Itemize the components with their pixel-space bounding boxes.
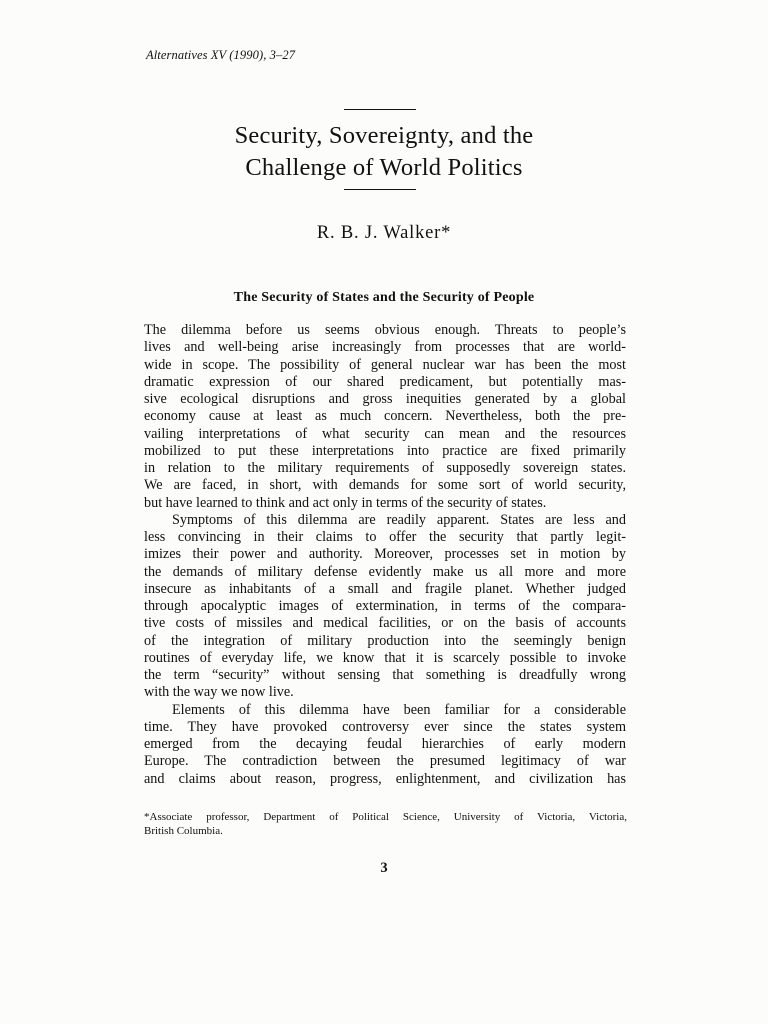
journal-reference: Alternatives XV (1990), 3–27 (146, 48, 296, 62)
body-line: routines of everyday life, we know that it is scarcely possible to invoke (144, 649, 626, 666)
section-heading: The Security of States and the Security of People (233, 290, 535, 305)
body-line: economy cause at least as much concern. Nevertheless, both the pre- (144, 408, 626, 425)
body-line: mobilized to put these interpretations into practice are fixed primarily (144, 442, 626, 459)
body-line: through apocalyptic images of extermination, in terms of the compara- (144, 598, 626, 614)
title-rule-top (344, 109, 416, 110)
body-line: the term “security” without sensing that something is dreadfully wrong (144, 667, 626, 683)
body-text (144, 322, 626, 788)
body-line: emerged from the decaying feudal hierarchies of early modern (144, 736, 626, 752)
body-line: and claims about reason, progress, enlightenment, and civilization has (144, 770, 626, 787)
body-line: tive costs of missiles and medical facilities, or on the basis of accounts (144, 615, 626, 632)
body-line: wide in scope. The possibility of general nuclear war has been the most (144, 356, 626, 373)
body-line: of the integration of military production into the seemingly benign (144, 632, 626, 649)
body-line: Symptoms of this dilemma are readily apparent. States are less and (172, 511, 626, 528)
body-line: vailing interpretations of what security can mean and the resources (144, 425, 626, 442)
body-line: less convincing in their claims to offer the security that partly legit- (144, 529, 626, 545)
body-line: time. They have provoked controversy ever since the states system (144, 718, 626, 735)
body-line: Elements of this dilemma have been familiar for a considerable (172, 701, 626, 718)
body-line: Europe. The contradiction between the presumed legitimacy of war (144, 753, 626, 770)
body-line: with the way we now live. (144, 684, 294, 701)
body-line: We are faced, in short, with demands for some sort of world security, (144, 477, 626, 494)
author-footnote (144, 810, 627, 838)
footnote-line: *Associate professor, Department of Political Science, University of Victoria, Victoria, (144, 811, 627, 823)
body-line: The dilemma before us seems obvious enough. Threats to people’s (144, 322, 626, 338)
body-line: in relation to the military requirements of supposedly sovereign states. (144, 460, 626, 476)
body-line: sive ecological disruptions and gross inequities generated by a global (144, 391, 626, 407)
body-line: insecure as inhabitants of a small and fragile planet. Whether judged (144, 580, 626, 597)
article-title-line-1: Security, Sovereignty, and the (234, 122, 534, 149)
footnote-line: British Columbia. (144, 825, 223, 837)
author-name: R. B. J. Walker* (316, 223, 452, 243)
body-line: but have learned to think and act only in terms of the security of states. (144, 494, 547, 511)
body-line: dramatic expression of our shared predicament, but potentially mas- (144, 373, 626, 390)
body-line: the demands of military defense evidently make us all more and more (144, 563, 626, 580)
title-rule-bottom (344, 189, 416, 190)
article-title-line-2: Challenge of World Politics (245, 154, 523, 181)
body-line: lives and well-being arise increasingly from processes that are world- (144, 339, 626, 356)
page-number: 3 (380, 860, 388, 876)
body-line: imizes their power and authority. Moreover, processes set in motion by (144, 546, 626, 563)
